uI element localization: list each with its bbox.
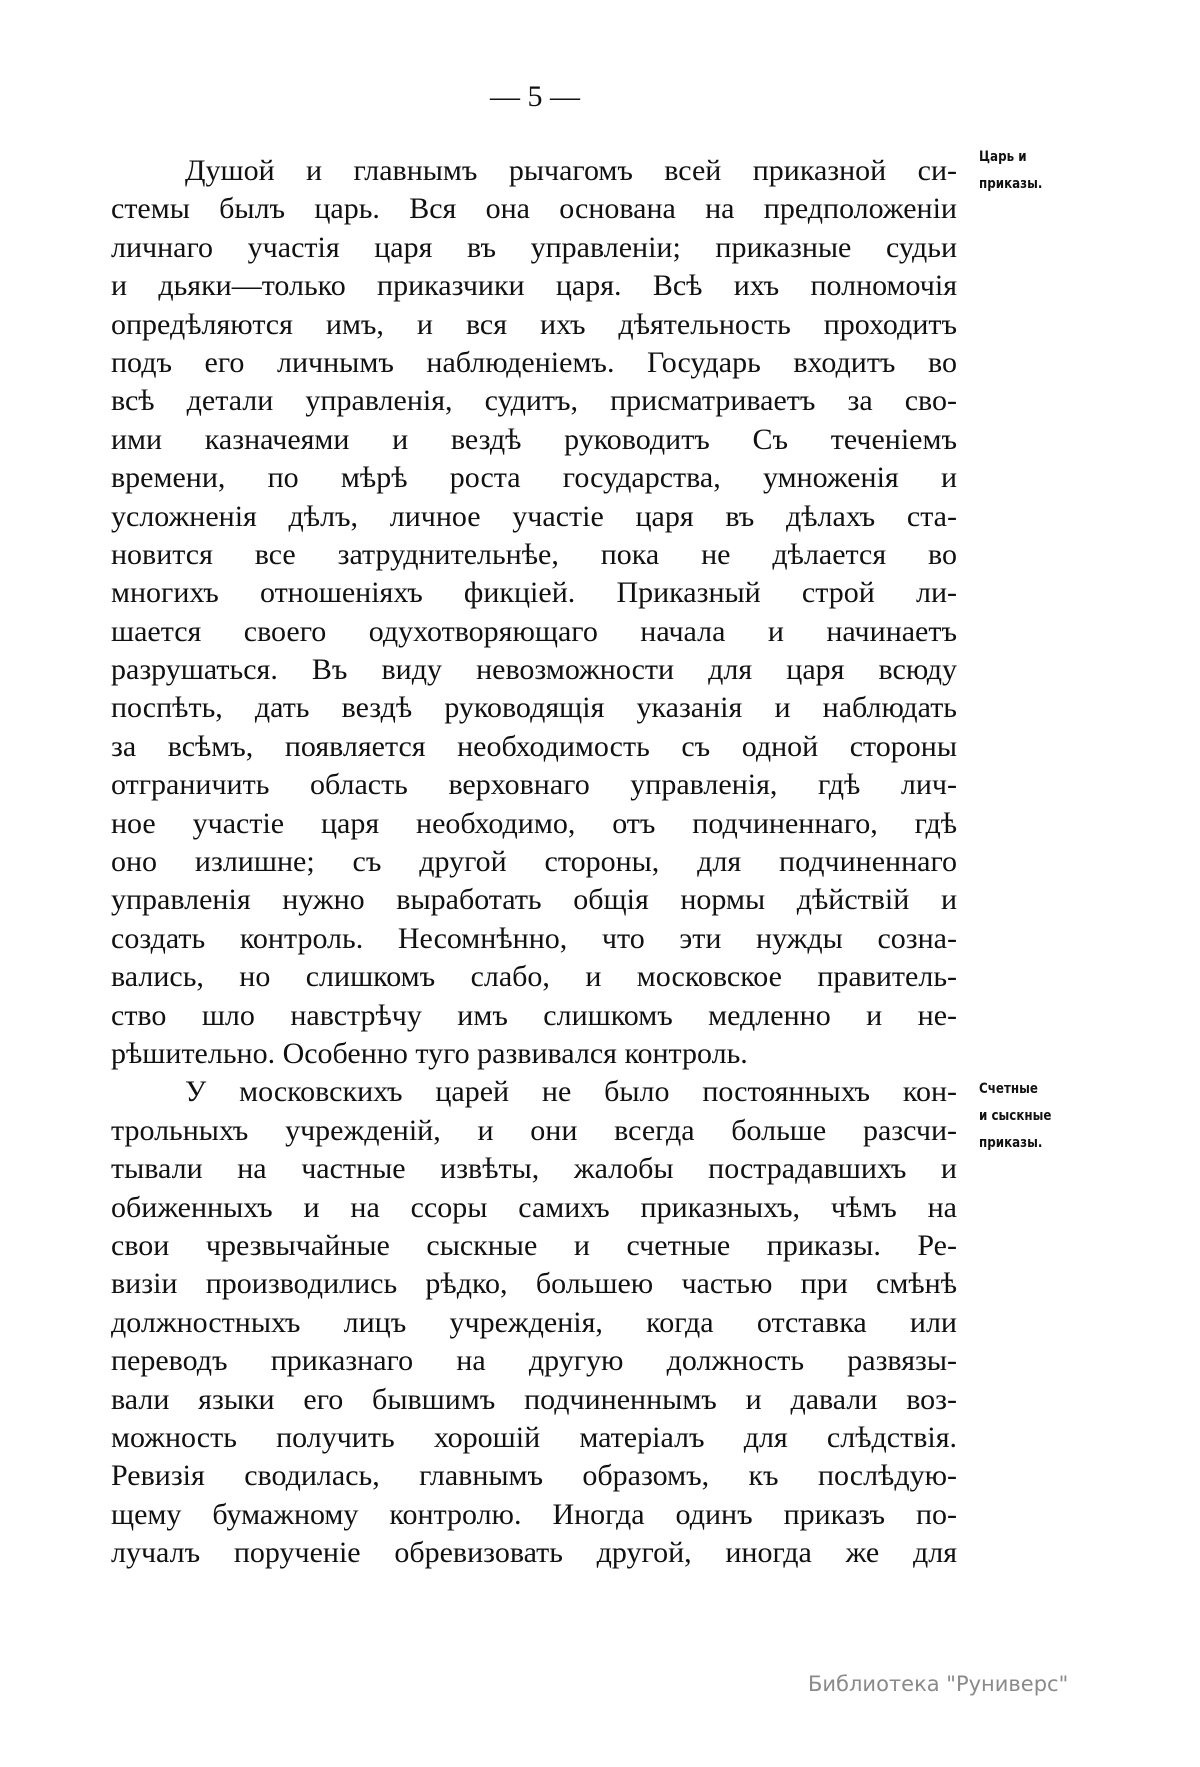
text-line: создать контроль. Несомнѣнно, что эти нужды созна- <box>111 921 957 955</box>
margin-note-line: приказы. <box>979 1135 1043 1151</box>
paragraph-1 <box>111 152 957 1073</box>
text-line: трольныхъ учрежденiй, и они всегда больше разсчи- <box>111 1113 957 1147</box>
text-line: шается своего одухотворяющаго начала и начинаетъ <box>111 614 957 648</box>
margin-note-line: и сыскные <box>979 1108 1052 1124</box>
text-line: и дьяки—только приказчики царя. Всѣ ихъ полномочiя <box>111 269 957 303</box>
text-line: ство шло навстрѣчу имъ слишкомъ медленно и не- <box>111 998 957 1032</box>
text-line: ное участiе царя необходимо, отъ подчиненнаго, гдѣ <box>111 806 957 840</box>
body-text <box>111 152 957 1572</box>
text-line: переводъ приказнаго на другую должность развязы- <box>111 1344 957 1378</box>
text-line: оно излишне; съ другой стороны, для подчиненнаго <box>111 845 957 879</box>
text-line: личнаго участiя царя въ управленiи; приказные судьи <box>111 230 957 264</box>
text-line: Душой и главнымъ рычагомъ всей приказной си- <box>185 154 957 187</box>
text-line: времени, по мѣрѣ роста государства, умноженiя и <box>111 461 957 495</box>
text-line: тывали на частные извѣты, жалобы пострадавшихъ и <box>111 1152 957 1186</box>
paragraph-2 <box>111 1073 957 1572</box>
text-line: опредѣляются имъ, и вся ихъ дѣятельность проходитъ <box>111 307 957 341</box>
page-number: — 5 — <box>490 80 580 113</box>
margin-note-line: приказы. <box>979 176 1043 192</box>
text-line: визiи производились рѣдко, большею частью при смѣнѣ <box>111 1267 957 1301</box>
text-line: стемы былъ царь. Вся она основана на предположенiи <box>111 192 957 226</box>
text-line: отграничить область верховнаго управленiя, гдѣ лич- <box>111 768 957 802</box>
text-line: всѣ детали управленiя, судитъ, присматриваетъ за сво- <box>111 384 957 418</box>
text-line: Ревизiя сводилась, главнымъ образомъ, къ послѣдую- <box>111 1459 957 1493</box>
text-line: рѣшительно. Особенно туго развивался контроль. <box>111 1036 748 1070</box>
text-line: подъ его личнымъ наблюденiемъ. Государь входитъ во <box>111 345 957 379</box>
text-line: усложненiя дѣлъ, личное участiе царя въ дѣлахъ ста- <box>111 499 957 533</box>
text-line: У московскихъ царей не было постоянныхъ кон- <box>185 1075 957 1109</box>
text-line: должностныхъ лицъ учрежденiя, когда отставка или <box>111 1305 957 1339</box>
margin-note-line: Царь и <box>979 149 1027 165</box>
library-watermark: Библиотека "Руниверс" <box>808 1672 1069 1696</box>
text-line: вали языки его бывшимъ подчиненнымъ и давали воз- <box>111 1382 957 1416</box>
text-line: лучалъ порученiе обревизовать другой, иногда же для <box>111 1536 957 1570</box>
margin-note-tsar-and-prikazy <box>979 144 1042 198</box>
text-line: свои чрезвычайные сыскные и счетные приказы. Ре- <box>111 1228 957 1262</box>
text-line: можность получить хорошiй матерiалъ для слѣдствiя. <box>111 1420 957 1454</box>
text-line: управленiя нужно выработать общiя нормы дѣйствiй и <box>111 883 957 917</box>
text-line: многихъ отношенiяхъ фикцiей. Приказный строй ли- <box>111 576 957 610</box>
text-line: новится все затруднительнѣе, пока не дѣлается во <box>111 537 957 571</box>
text-line: вались, но слишкомъ слабо, и московское правитель- <box>111 960 957 994</box>
text-line: щему бумажному контролю. Иногда одинъ приказъ по- <box>111 1497 957 1531</box>
text-line: ими казначеями и вездѣ руководитъ Съ теченiемъ <box>111 422 957 456</box>
text-line: разрушаться. Въ виду невозможности для царя всюду <box>111 653 957 687</box>
margin-note-schetnye-prikazy <box>979 1076 1051 1157</box>
text-line: поспѣть, дать вездѣ руководящiя указанiя и наблюдать <box>111 691 957 725</box>
margin-note-line: Счетные <box>979 1081 1038 1097</box>
text-line: обиженныхъ и на ссоры самихъ приказныхъ, чѣмъ на <box>111 1190 957 1224</box>
text-line: за всѣмъ, появляется необходимость съ одной стороны <box>111 729 957 763</box>
